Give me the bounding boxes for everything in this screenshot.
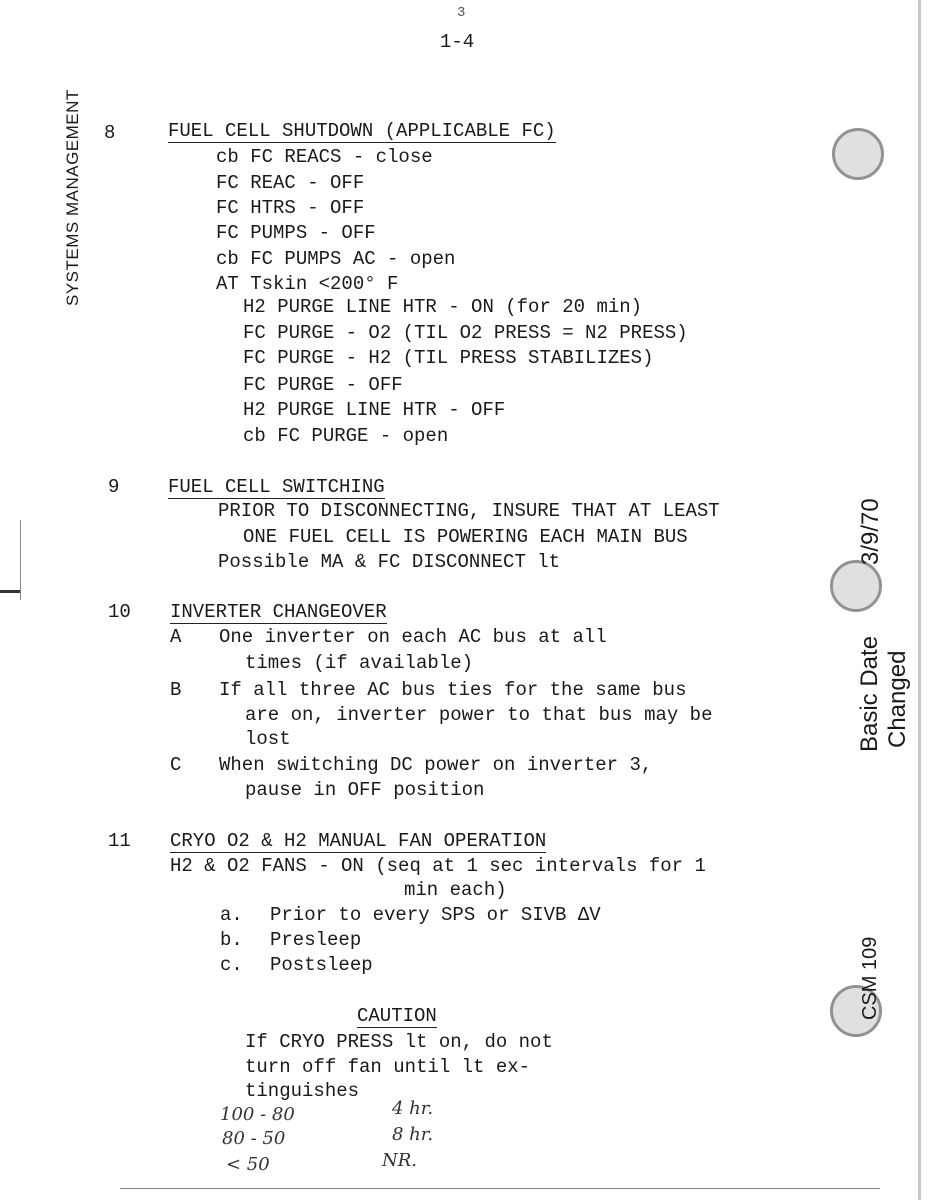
item-text: Prior to every SPS or SIVB ΔV <box>270 904 601 926</box>
handwritten-time: 8 hr. <box>392 1124 434 1145</box>
step-line: FC PUMPS - OFF <box>216 222 376 244</box>
caution-line: tinguishes <box>245 1080 360 1102</box>
section-number: 10 <box>108 601 131 623</box>
margin-line <box>20 520 21 600</box>
item-line: pause in OFF position <box>245 779 485 801</box>
handwritten-range: 80 - 50 <box>222 1128 286 1149</box>
sub-step-line: cb FC PURGE - open <box>243 425 449 447</box>
step-line: H2 & O2 FANS - ON (seq at 1 sec intervals for 1 <box>170 855 706 877</box>
item-text: Postsleep <box>270 954 373 976</box>
step-line: cb FC PUMPS AC - open <box>216 248 456 270</box>
binding-mark <box>0 590 20 593</box>
item-line: times (if available) <box>245 652 474 674</box>
basic-date-label: Basic Date <box>856 635 883 752</box>
section-title: CRYO O2 & H2 MANUAL FAN OPERATION <box>170 830 547 852</box>
item-line: are on, inverter power to that bus may be <box>245 704 713 726</box>
step-line: FC REAC - OFF <box>216 172 365 194</box>
item-letter: C <box>170 754 182 776</box>
item-line: One inverter on each AC bus at all <box>219 626 607 648</box>
caution-line: turn off fan until lt ex- <box>245 1056 531 1078</box>
binder-ring-top <box>832 128 884 180</box>
caution-heading: CAUTION <box>357 1005 437 1027</box>
caution-line: If CRYO PRESS lt on, do not <box>245 1031 553 1053</box>
basic-date-value: 3/9/70 <box>857 498 884 565</box>
item-text: Presleep <box>270 929 362 951</box>
item-letter: B <box>170 679 182 701</box>
sub-step-line: FC PURGE - OFF <box>243 374 403 396</box>
item-letter: A <box>170 626 182 648</box>
step-line: Possible MA & FC DISCONNECT lt <box>218 551 561 573</box>
step-line: ONE FUEL CELL IS POWERING EACH MAIN BUS <box>243 526 688 548</box>
item-line: lost <box>245 728 291 750</box>
changed-label: Changed <box>884 650 911 748</box>
step-line: PRIOR TO DISCONNECTING, INSURE THAT AT LEAST <box>218 500 720 522</box>
item-line: When switching DC power on inverter 3, <box>219 754 653 776</box>
sub-step-line: H2 PURGE LINE HTR - ON (for 20 min) <box>243 296 643 318</box>
item-line: If all three AC bus ties for the same bus <box>219 679 687 701</box>
section-title: INVERTER CHANGEOVER <box>170 601 387 623</box>
item-letter: b. <box>220 929 243 951</box>
step-line: FC HTRS - OFF <box>216 197 365 219</box>
item-letter: a. <box>220 904 243 926</box>
section-side-label: SYSTEMS MANAGEMENT <box>63 89 82 306</box>
sub-step-line: FC PURGE - O2 (TIL O2 PRESS = N2 PRESS) <box>243 322 688 344</box>
section-number: 9 <box>108 476 120 498</box>
handwritten-range: < 50 <box>226 1154 270 1175</box>
step-line: cb FC REACS - close <box>216 146 433 168</box>
item-letter: c. <box>220 954 243 976</box>
handwritten-range: 100 - 80 <box>220 1104 295 1125</box>
section-title: FUEL CELL SHUTDOWN (APPLICABLE FC) <box>168 120 556 142</box>
step-line: min each) <box>404 879 507 901</box>
document-id: CSM 109 <box>859 936 881 1020</box>
section-title: FUEL CELL SWITCHING <box>168 476 385 498</box>
page-sub-number: 3 <box>457 5 466 21</box>
section-number: 8 <box>104 122 116 144</box>
section-number: 11 <box>108 830 131 852</box>
sub-step-line: H2 PURGE LINE HTR - OFF <box>243 399 506 421</box>
page-number: 1-4 <box>440 31 475 53</box>
bottom-rule <box>120 1188 880 1189</box>
step-line: AT Tskin <200° F <box>216 273 399 295</box>
page-edge <box>918 0 921 1200</box>
handwritten-time: 4 hr. <box>392 1098 434 1119</box>
binder-ring-middle <box>830 560 882 612</box>
handwritten-time: NR. <box>382 1150 418 1171</box>
sub-step-line: FC PURGE - H2 (TIL PRESS STABILIZES) <box>243 347 654 369</box>
